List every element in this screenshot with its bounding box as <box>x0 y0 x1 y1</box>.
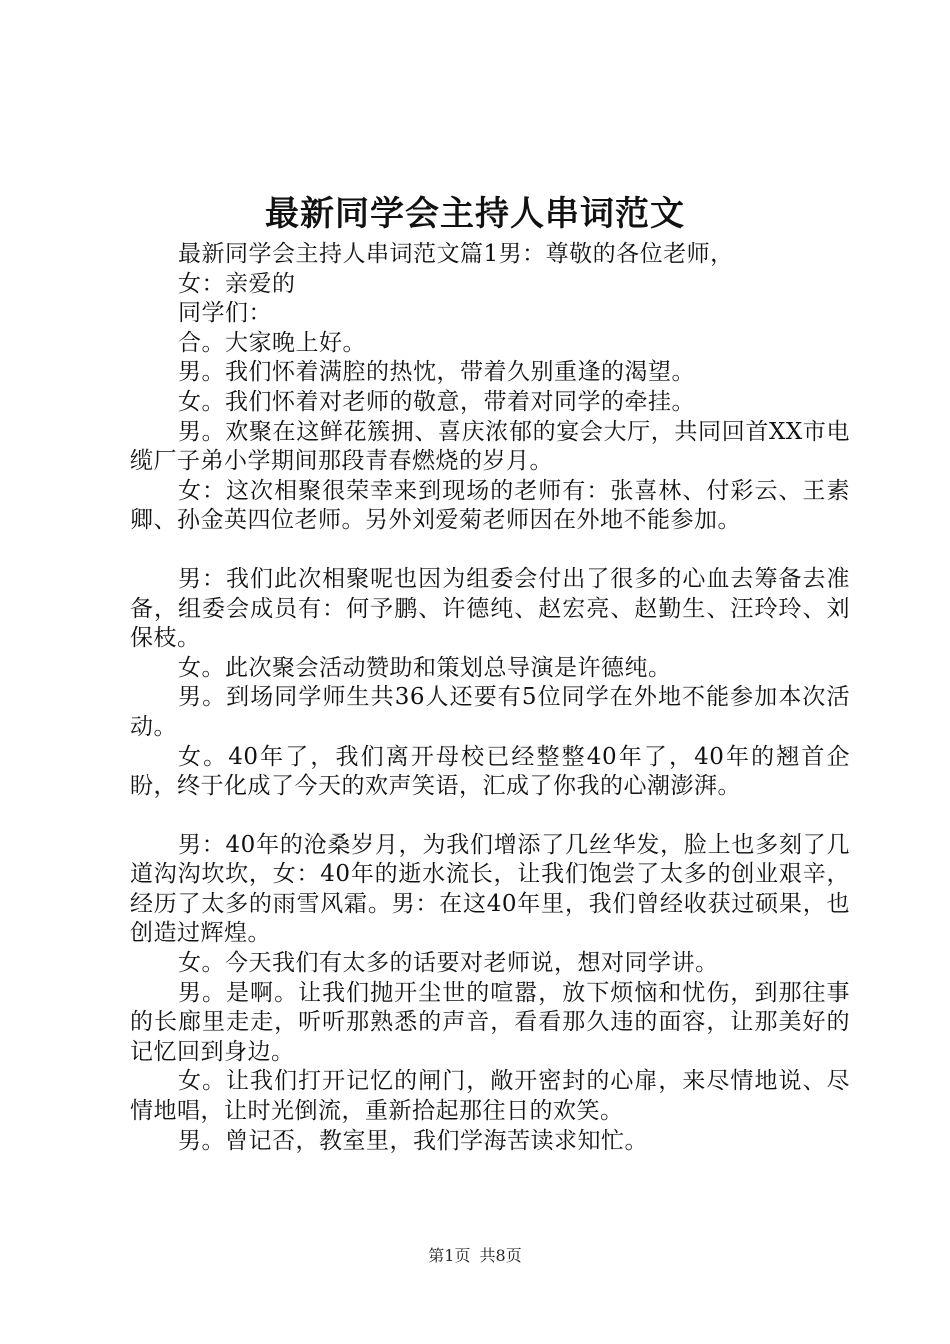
page-number: 第1页 <box>428 1246 471 1265</box>
paragraph: 女。40年了，我们离开母校已经整整40年了，40年的翘首企盼，终于化成了今天的欢声笑语，汇成了你我的心潮澎湃。 <box>130 743 850 800</box>
document-body <box>130 240 850 1156</box>
paragraph: 男：我们此次相聚呢也因为组委会付出了很多的心血去筹备去准备，组委会成员有：何予鹏、许德纯、赵宏亮、赵勤生、汪玲玲、刘保枝。 <box>130 565 850 652</box>
paragraph: 男。我们怀着满腔的热忱，带着久别重逢的渴望。 <box>178 359 695 386</box>
paragraph: 男。是啊。让我们抛开尘世的喧嚣，放下烦恼和忧伤，到那往事的长廊里走走，听听那熟悉的声音，看看那久违的面容，让那美好的记忆回到身边。 <box>130 979 850 1065</box>
paragraph: 最新同学会主持人串词范文篇1男：尊敬的各位老师， <box>178 241 734 267</box>
paragraph: 男：40年的沧桑岁月，为我们增添了几丝华发，脸上也多刻了几道沟沟坎坎，女：40年的逝水流长，让我们饱尝了太多的创业艰辛，经历了太多的雨雪风霜。男：在这40年里，我们曾经收获过硕果，也创造过辉煌。 <box>130 831 850 947</box>
page-footer <box>0 1243 950 1266</box>
paragraph: 男。到场同学师生共36人还要有5位同学在外地不能参加本次活动。 <box>130 684 850 740</box>
paragraph: 女：这次相聚很荣幸来到现场的老师有：张喜林、付彩云、王素卿、孙金英四位老师。另外刘爱菊老师因在外地不能参加。 <box>130 477 850 534</box>
paragraph: 女。让我们打开记忆的闸门，敞开密封的心扉，来尽情地说、尽情地唱，让时光倒流，重新拾起那往日的欢笑。 <box>130 1068 850 1125</box>
paragraph: 男。欢聚在这鲜花簇拥、喜庆浓郁的宴会大厅，共同回首XX市电缆厂子弟小学期间那段青春燃烧的岁月。 <box>130 418 850 475</box>
paragraph: 女：亲爱的 <box>178 270 296 297</box>
paragraph: 女。我们怀着对老师的敬意，带着对同学的牵挂。 <box>178 388 695 415</box>
paragraph: 合。大家晚上好。 <box>178 329 366 356</box>
document-title: 最新同学会主持人串词范文 <box>265 194 685 234</box>
paragraph: 女。此次聚会活动赞助和策划总导演是许德纯。 <box>178 654 672 681</box>
page-total: 共8页 <box>479 1246 522 1265</box>
paragraph: 男。曾记否，教室里，我们学海苦读求知忙。 <box>178 1127 648 1154</box>
paragraph: 同学们： <box>178 300 272 327</box>
paragraph: 女。今天我们有太多的话要对老师说，想对同学讲。 <box>178 950 719 977</box>
